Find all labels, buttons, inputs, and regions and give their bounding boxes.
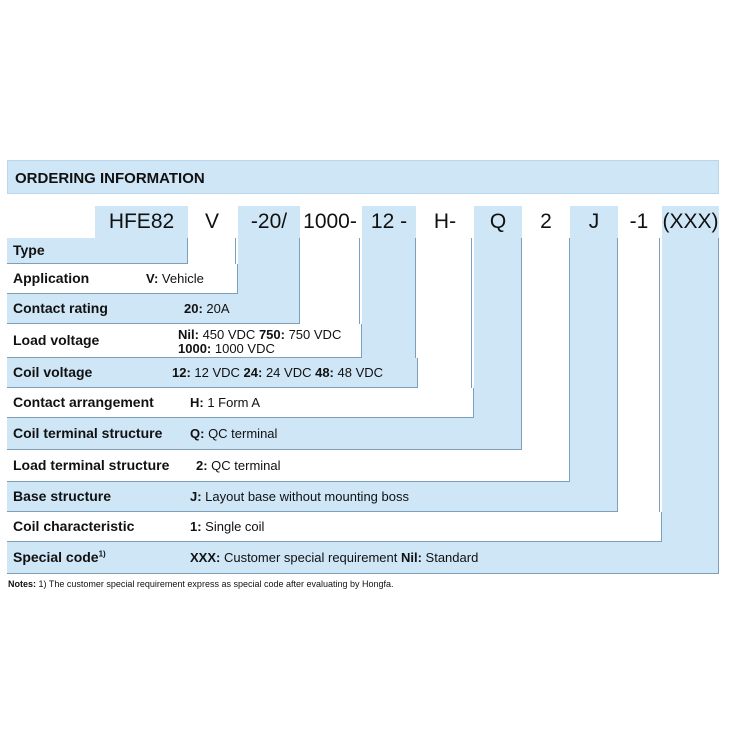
code-segment: J bbox=[570, 206, 618, 238]
option-label: Type bbox=[13, 242, 45, 258]
option-value: Layout base without mounting boss bbox=[201, 489, 409, 504]
option-row bbox=[7, 264, 238, 294]
option-code: H: bbox=[190, 395, 204, 410]
option-code: XXX: bbox=[190, 550, 221, 565]
section-title: ORDERING INFORMATION bbox=[15, 170, 205, 187]
code-segment: -1 bbox=[629, 210, 649, 233]
option-description bbox=[190, 489, 409, 504]
option-description bbox=[146, 271, 204, 286]
option-code: V: bbox=[146, 271, 159, 286]
code-connector bbox=[474, 238, 522, 418]
code-connector bbox=[570, 238, 618, 482]
code-segment: 2 bbox=[540, 210, 552, 233]
option-code: 1000: bbox=[178, 341, 212, 356]
option-value: Vehicle bbox=[158, 271, 204, 286]
code-segment: 1000- bbox=[303, 210, 357, 233]
option-code: Q: bbox=[190, 426, 205, 441]
option-description bbox=[178, 341, 275, 356]
option-code: 1: bbox=[190, 519, 202, 534]
footnote bbox=[8, 579, 394, 589]
option-value: QC terminal bbox=[204, 426, 278, 441]
option-value: 450 VDC bbox=[198, 327, 259, 342]
footnote-mark: 1) bbox=[98, 549, 106, 559]
option-label: Coil terminal structure bbox=[13, 425, 163, 441]
option-row bbox=[7, 418, 522, 450]
option-value: 48 VDC bbox=[333, 365, 384, 380]
code-connector bbox=[522, 238, 570, 450]
option-value: 12 VDC bbox=[190, 365, 244, 380]
option-label: Contact arrangement bbox=[13, 394, 154, 410]
code-segment: (XXX) bbox=[662, 206, 719, 238]
option-row bbox=[7, 542, 719, 574]
option-label: Load voltage bbox=[13, 332, 100, 348]
option-value: Standard bbox=[421, 550, 479, 565]
option-code: 750: bbox=[258, 327, 285, 342]
code-connector bbox=[300, 238, 360, 324]
option-description bbox=[184, 301, 230, 316]
option-code: 48: bbox=[315, 365, 334, 380]
option-code: Nil: bbox=[400, 550, 422, 565]
code-connector bbox=[618, 238, 660, 512]
option-description bbox=[190, 426, 277, 441]
notes-text: 1) The customer special requirement express as special code after evaluating by Hongfa. bbox=[38, 579, 394, 589]
option-code: Nil: bbox=[178, 327, 199, 342]
option-row bbox=[7, 324, 362, 358]
option-label: Application bbox=[13, 270, 90, 286]
option-label: Coil voltage bbox=[13, 364, 93, 380]
code-connector bbox=[362, 238, 416, 358]
option-description bbox=[190, 550, 478, 565]
option-value: 1000 VDC bbox=[211, 341, 275, 356]
code-connector bbox=[662, 238, 719, 542]
code-segment: Q bbox=[474, 206, 522, 238]
option-row bbox=[7, 238, 188, 264]
code-connector bbox=[188, 238, 236, 264]
option-description bbox=[190, 519, 264, 534]
option-code: 2: bbox=[196, 458, 208, 473]
code-segment: -20/ bbox=[238, 206, 300, 238]
notes-label: Notes: bbox=[8, 579, 37, 589]
code-segment: HFE82 bbox=[95, 206, 188, 238]
option-value: 750 VDC bbox=[284, 327, 342, 342]
option-description bbox=[172, 365, 383, 380]
code-segment: H- bbox=[433, 210, 457, 233]
code-segment: 12 - bbox=[362, 206, 416, 238]
option-row bbox=[7, 450, 570, 482]
option-value: 1 Form A bbox=[203, 395, 261, 410]
option-description bbox=[178, 327, 341, 342]
code-connector bbox=[418, 238, 472, 388]
option-description bbox=[196, 458, 281, 473]
option-code: 20: bbox=[184, 301, 203, 316]
option-value: Single coil bbox=[201, 519, 265, 534]
option-row bbox=[7, 512, 662, 542]
option-label: Contact rating bbox=[13, 300, 108, 316]
option-label: Special code$^{1)}$ bbox=[13, 549, 106, 565]
option-label: Base structure bbox=[13, 488, 112, 504]
option-row bbox=[7, 388, 474, 418]
option-value: 20A bbox=[202, 301, 230, 316]
option-row bbox=[7, 294, 300, 324]
ordering-info-header bbox=[7, 160, 719, 194]
option-code: 12: bbox=[172, 365, 191, 380]
code-connector bbox=[238, 238, 300, 294]
option-label: Load terminal structure bbox=[13, 457, 170, 473]
option-label: Coil characteristic bbox=[13, 518, 135, 534]
option-description bbox=[190, 395, 260, 410]
option-code: J: bbox=[190, 489, 202, 504]
code-segment: V bbox=[204, 210, 219, 233]
option-row bbox=[7, 358, 418, 388]
option-value: 24 VDC bbox=[262, 365, 316, 380]
option-row bbox=[7, 482, 618, 512]
option-value: QC terminal bbox=[207, 458, 281, 473]
option-value: Customer special requirement bbox=[220, 550, 401, 565]
option-code: 24: bbox=[243, 365, 263, 380]
